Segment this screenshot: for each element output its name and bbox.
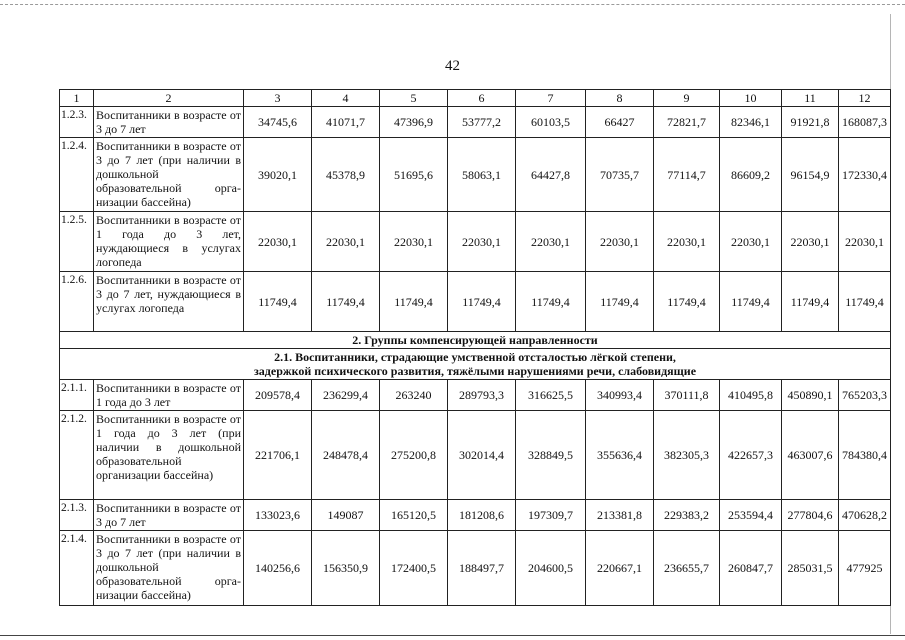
row-value: 11749,4 (516, 272, 586, 332)
row-value: 340993,4 (586, 380, 654, 411)
row-value: 477925 (839, 531, 891, 606)
row-value: 11749,4 (586, 272, 654, 332)
row-value: 45378,9 (312, 138, 380, 212)
row-description: Воспитанники в возрасте от 3 до 7 лет (94, 107, 244, 138)
row-value: 204600,5 (516, 531, 586, 606)
row-value: 22030,1 (516, 212, 586, 272)
row-description: Воспитанники в возрасте от 1 года до 3 лет (94, 380, 244, 411)
subsection-title (60, 349, 891, 380)
row-value: 221706,1 (244, 411, 312, 500)
column-header: 7 (516, 90, 586, 107)
table-row (60, 272, 891, 332)
row-value: 197309,7 (516, 500, 586, 531)
tariff-table (59, 89, 891, 606)
row-value: 22030,1 (720, 212, 782, 272)
row-value: 765203,3 (839, 380, 891, 411)
row-description: Воспитанники в возрасте от 3 до 7 лет (при наличии в дошкольной образовательной организации бассейна) (94, 138, 244, 212)
row-value: 11749,4 (654, 272, 720, 332)
row-value: 260847,7 (720, 531, 782, 606)
row-description: Воспитанники в возрасте от 3 до 7 лет, нуждающиеся в услугах логопеда (94, 272, 244, 332)
column-header: 11 (782, 90, 839, 107)
row-value: 22030,1 (312, 212, 380, 272)
row-code: 2.1.1. (60, 380, 94, 411)
column-header: 1 (60, 90, 94, 107)
row-value: 11749,4 (839, 272, 891, 332)
column-number-header (60, 90, 891, 107)
row-value: 86609,2 (720, 138, 782, 212)
row-value: 11749,4 (720, 272, 782, 332)
row-value: 22030,1 (380, 212, 448, 272)
row-value: 172400,5 (380, 531, 448, 606)
row-value: 60103,5 (516, 107, 586, 138)
row-description: Воспитанники в возрасте от 1 года до 3 лет, нуждающиеся в услугах логопеда (94, 212, 244, 272)
row-value: 470628,2 (839, 500, 891, 531)
row-value: 277804,6 (782, 500, 839, 531)
row-code: 2.1.2. (60, 411, 94, 500)
row-value: 11749,4 (244, 272, 312, 332)
row-value: 91921,8 (782, 107, 839, 138)
row-value: 355636,4 (586, 411, 654, 500)
row-value: 22030,1 (448, 212, 516, 272)
row-value: 22030,1 (586, 212, 654, 272)
row-value: 22030,1 (244, 212, 312, 272)
row-value: 22030,1 (839, 212, 891, 272)
row-value: 422657,3 (720, 411, 782, 500)
row-value: 47396,9 (380, 107, 448, 138)
row-value: 77114,7 (654, 138, 720, 212)
row-value: 22030,1 (654, 212, 720, 272)
scan-edge-top (0, 4, 905, 5)
table-row (60, 212, 891, 272)
row-value: 229383,2 (654, 500, 720, 531)
row-value: 82346,1 (720, 107, 782, 138)
table-row (60, 411, 891, 500)
column-header: 4 (312, 90, 380, 107)
column-header: 8 (586, 90, 654, 107)
row-value: 263240 (380, 380, 448, 411)
row-value: 275200,8 (380, 411, 448, 500)
table-row (60, 531, 891, 606)
table-row (60, 138, 891, 212)
column-header: 3 (244, 90, 312, 107)
row-value: 236299,4 (312, 380, 380, 411)
row-value: 410495,8 (720, 380, 782, 411)
row-code: 1.2.5. (60, 212, 94, 272)
row-value: 188497,7 (448, 531, 516, 606)
row-description: Воспитанники в возрасте от 3 до 7 лет (при наличии в дошкольной образовательной организации бассейна) (94, 531, 244, 606)
row-value: 784380,4 (839, 411, 891, 500)
row-code: 1.2.3. (60, 107, 94, 138)
column-header: 12 (839, 90, 891, 107)
row-value: 328849,5 (516, 411, 586, 500)
page-number: 42 (445, 58, 460, 74)
row-value: 22030,1 (782, 212, 839, 272)
row-value: 11749,4 (782, 272, 839, 332)
row-value: 70735,7 (586, 138, 654, 212)
row-value: 11749,4 (380, 272, 448, 332)
column-header: 10 (720, 90, 782, 107)
subsection-title-line-1: 2.1. Воспитанники, страдающие умственной отсталостью лёгкой степени, (274, 350, 676, 364)
table-row (60, 500, 891, 531)
table-part-2 (60, 380, 891, 606)
row-value: 236655,7 (654, 531, 720, 606)
row-value: 72821,7 (654, 107, 720, 138)
row-value: 53777,2 (448, 107, 516, 138)
row-value: 149087 (312, 500, 380, 531)
table-row (60, 380, 891, 411)
table-row (60, 107, 891, 138)
row-value: 248478,4 (312, 411, 380, 500)
row-value: 382305,3 (654, 411, 720, 500)
subsection-title-line-2: задержкой психического развития, тяжёлыми нарушениями речи, слабовидящие (253, 364, 697, 378)
row-code: 2.1.3. (60, 500, 94, 531)
column-header: 5 (380, 90, 448, 107)
row-value: 168087,3 (839, 107, 891, 138)
table-section-header (60, 332, 891, 380)
row-value: 172330,4 (839, 138, 891, 212)
column-header: 9 (654, 90, 720, 107)
scan-edge-bottom (0, 635, 905, 636)
row-value: 220667,1 (586, 531, 654, 606)
row-value: 165120,5 (380, 500, 448, 531)
row-value: 58063,1 (448, 138, 516, 212)
row-value: 39020,1 (244, 138, 312, 212)
row-value: 370111,8 (654, 380, 720, 411)
row-value: 463007,6 (782, 411, 839, 500)
row-description: Воспитанники в возрасте от 3 до 7 лет (94, 500, 244, 531)
row-value: 140256,6 (244, 531, 312, 606)
row-value: 285031,5 (782, 531, 839, 606)
row-value: 133023,6 (244, 500, 312, 531)
column-header: 2 (94, 90, 244, 107)
row-value: 316625,5 (516, 380, 586, 411)
row-value: 11749,4 (312, 272, 380, 332)
row-value: 253594,4 (720, 500, 782, 531)
row-value: 156350,9 (312, 531, 380, 606)
row-value: 51695,6 (380, 138, 448, 212)
section-title: 2. Группы компенсирующей направленности (60, 332, 891, 349)
row-value: 302014,4 (448, 411, 516, 500)
row-value: 34745,6 (244, 107, 312, 138)
row-value: 450890,1 (782, 380, 839, 411)
column-header: 6 (448, 90, 516, 107)
row-value: 66427 (586, 107, 654, 138)
row-value: 64427,8 (516, 138, 586, 212)
row-value: 181208,6 (448, 500, 516, 531)
row-value: 289793,3 (448, 380, 516, 411)
row-value: 11749,4 (448, 272, 516, 332)
row-description: Воспитанники в возрасте от 1 года до 3 лет (при наличии в дошкольной образовательной организации бассейна) (94, 411, 244, 500)
row-value: 209578,4 (244, 380, 312, 411)
row-code: 1.2.4. (60, 138, 94, 212)
row-value: 213381,8 (586, 500, 654, 531)
row-code: 2.1.4. (60, 531, 94, 606)
table-part-1 (60, 107, 891, 332)
row-code: 1.2.6. (60, 272, 94, 332)
row-value: 96154,9 (782, 138, 839, 212)
row-value: 41071,7 (312, 107, 380, 138)
